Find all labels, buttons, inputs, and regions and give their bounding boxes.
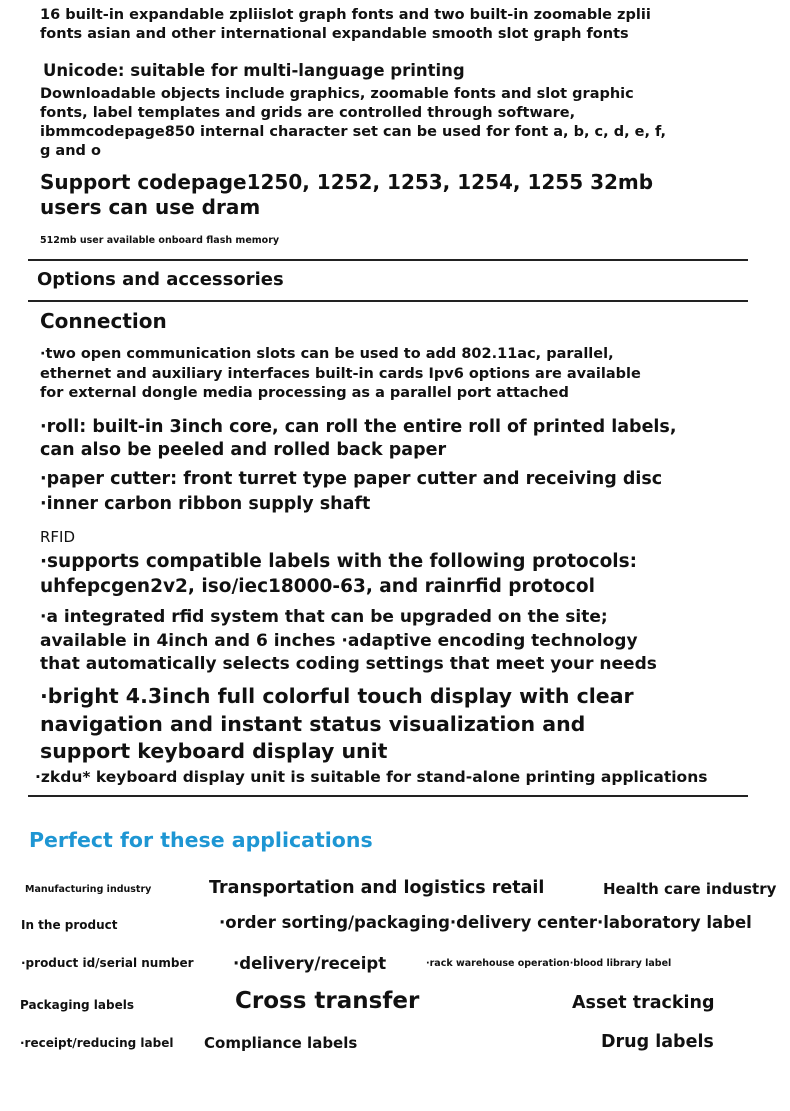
connection-text: ·two open communication slots can be used to add 802.11ac, parallel, ethernet and auxiliary interfaces built-in cards Ipv6 options are available for external dongle media processing as a parallel port attached (40, 346, 641, 401)
applications-title: Perfect for these applications (29, 828, 373, 852)
app-item: Drug labels (601, 1032, 714, 1052)
rfid-protocols-text: ·supports compatible labels with the following protocols: uhfepcgen2v2, iso/iec18000-63, and rainrfid protocol (40, 551, 638, 597)
app-item: Compliance labels (204, 1034, 358, 1052)
fonts-spec: 16 built-in expandable zpliislot graph fonts and two built-in zoomable zplii fonts asian and other international expandable smooth slot graph fonts (40, 7, 651, 42)
zkdu-text: ·zkdu* keyboard display unit is suitable for stand-alone printing applications (35, 768, 708, 786)
cutter-text: ·paper cutter: front turret type paper cutter and receiving disc ·inner carbon ribbon supply shaft (40, 469, 663, 514)
app-item: ·product id/serial number (21, 956, 194, 970)
app-item: Cross transfer (235, 988, 420, 1014)
app-item: ·delivery/receipt (233, 954, 387, 973)
rfid-system-text: ·a integrated rfid system that can be upgraded on the site; available in 4inch and 6 inches ·adaptive encoding technology that automatically selects coding settings that meet your needs (40, 607, 657, 674)
rfid-heading: RFID (40, 528, 76, 546)
unicode-spec: Unicode: suitable for multi-language printing (43, 61, 465, 80)
codepage-spec: Support codepage1250, 1252, 1253, 1254, 1255 32mb users can use dram (40, 170, 654, 219)
flash-memory-spec: 512mb user available onboard flash memory (40, 235, 280, 246)
downloadable-objects-spec: Downloadable objects include graphics, zoomable fonts and slot graphic fonts, label templates and grids are controlled through software, ibmmcodepage850 internal character set can be used for font a, b, c, d, e, f, g and o (40, 86, 667, 159)
connection-heading: Connection (40, 309, 167, 333)
divider (28, 795, 748, 797)
app-item: Health care industry (603, 880, 777, 898)
app-item: Packaging labels (20, 998, 134, 1012)
app-item: In the product (21, 918, 118, 932)
app-item: Manufacturing industry (25, 884, 152, 895)
app-item: ·receipt/reducing label (20, 1036, 174, 1050)
app-item: Asset tracking (572, 993, 715, 1013)
app-item: ·rack warehouse operation·blood library label (426, 958, 672, 969)
app-item: ·order sorting/packaging·delivery center·laboratory label (219, 913, 752, 932)
divider (28, 259, 748, 261)
display-text: ·bright 4.3inch full colorful touch display with clear navigation and instant status visualization and support keyboard display unit (40, 684, 634, 763)
app-item: Transportation and logistics retail (209, 878, 545, 898)
divider (28, 300, 748, 302)
roll-text: ·roll: built-in 3inch core, can roll the entire roll of printed labels, can also be peeled and rolled back paper (40, 417, 677, 460)
options-heading: Options and accessories (37, 269, 284, 290)
